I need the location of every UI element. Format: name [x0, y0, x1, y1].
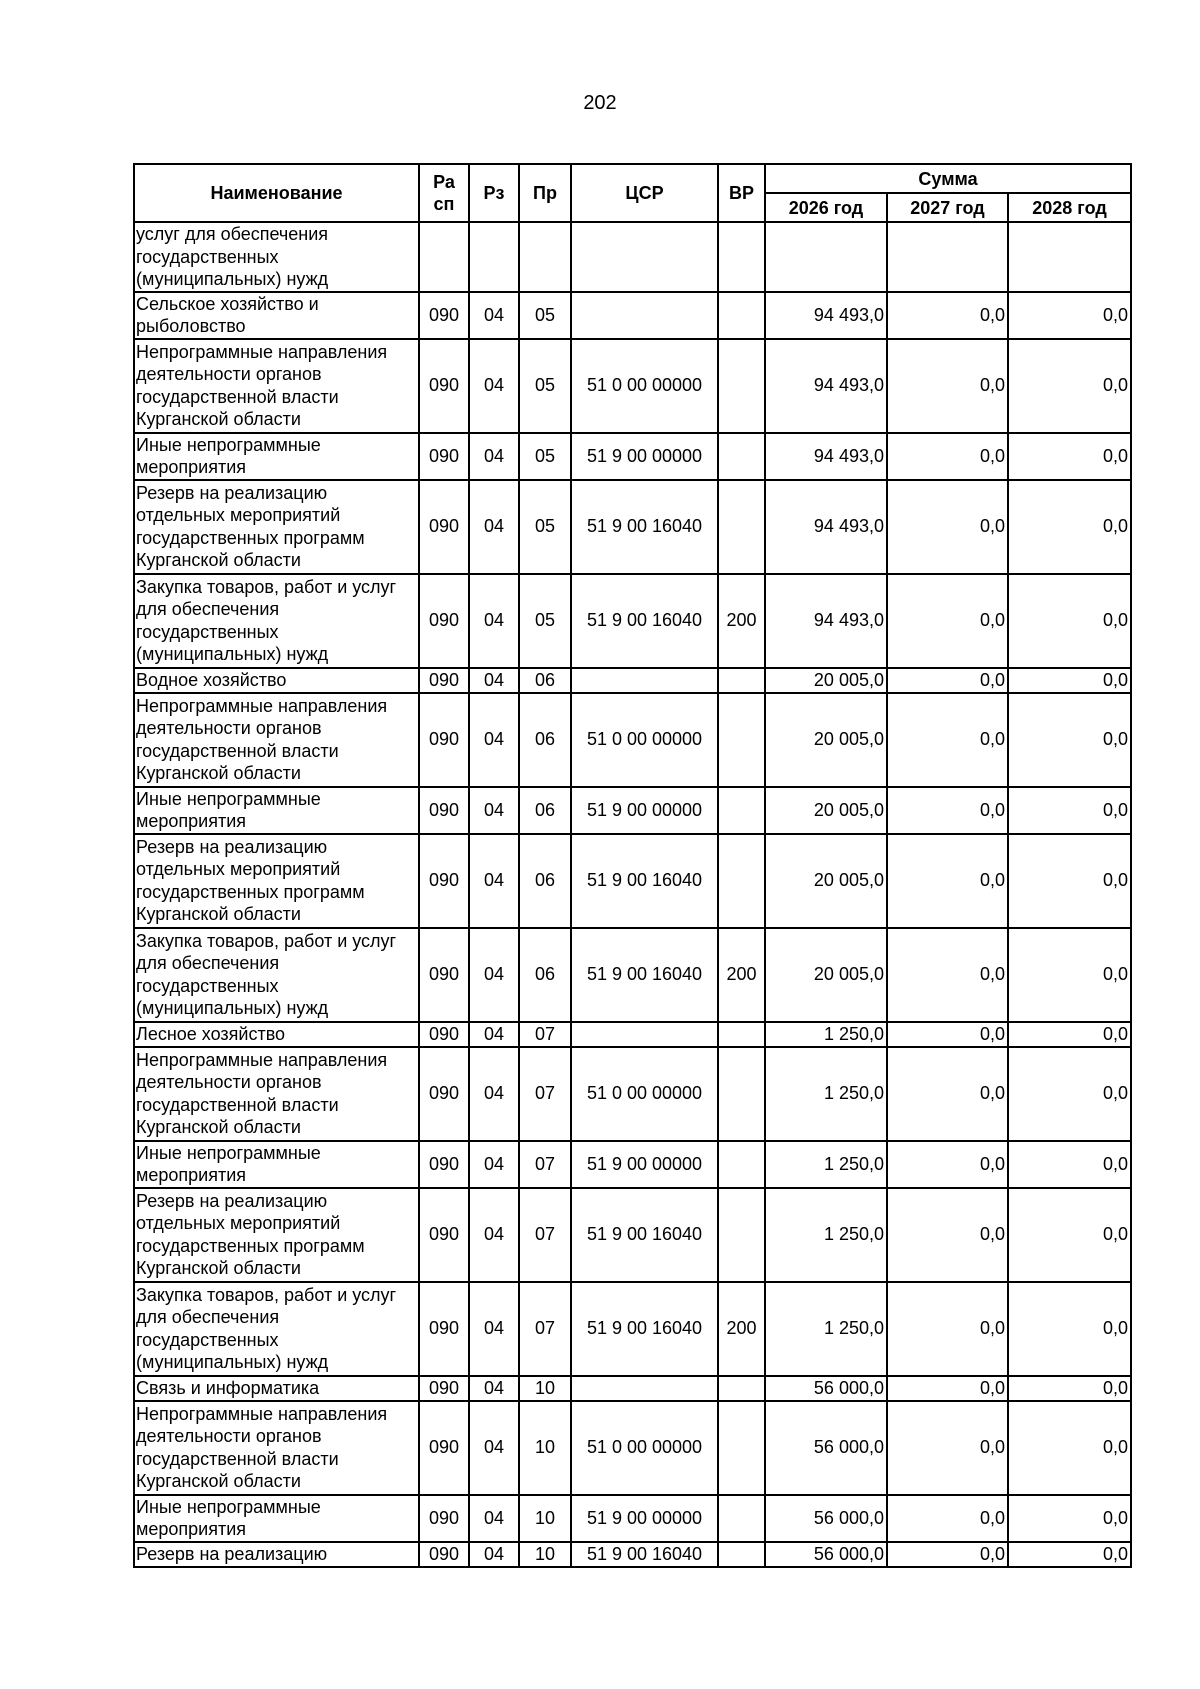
cell-name: Иные непрограммные мероприятия: [134, 787, 419, 834]
cell-pr: 06: [519, 787, 571, 834]
header-pr: Пр: [519, 164, 571, 222]
cell-csr: [571, 1022, 718, 1047]
cell-amount-2026: 20 005,0: [765, 668, 887, 693]
cell-csr: 51 9 00 00000: [571, 1495, 718, 1542]
cell-pr: 10: [519, 1542, 571, 1567]
cell-rasp: 090: [419, 787, 469, 834]
cell-rz: 04: [469, 1047, 519, 1141]
cell-rz: 04: [469, 1495, 519, 1542]
cell-rz: 04: [469, 787, 519, 834]
cell-amount-2027: 0,0: [887, 1188, 1008, 1282]
cell-rasp: 090: [419, 433, 469, 480]
cell-csr: 51 0 00 00000: [571, 693, 718, 787]
cell-amount-2026: 56 000,0: [765, 1542, 887, 1567]
cell-csr: 51 9 00 00000: [571, 433, 718, 480]
table-row: [134, 668, 1131, 693]
cell-vr: [718, 1401, 765, 1495]
cell-vr: [718, 1495, 765, 1542]
cell-amount-2026: 20 005,0: [765, 834, 887, 928]
cell-amount-2028: [1008, 222, 1131, 292]
cell-amount-2026: 56 000,0: [765, 1376, 887, 1401]
cell-csr: 51 9 00 16040: [571, 1542, 718, 1567]
cell-amount-2028: 0,0: [1008, 693, 1131, 787]
budget-table: [133, 163, 1132, 1568]
cell-amount-2026: 94 493,0: [765, 574, 887, 668]
cell-amount-2026: 20 005,0: [765, 787, 887, 834]
cell-rasp: 090: [419, 1047, 469, 1141]
cell-vr: [718, 480, 765, 574]
cell-name: Закупка товаров, работ и услуг для обеспечения государственных (муниципальных) нужд: [134, 928, 419, 1022]
cell-amount-2028: 0,0: [1008, 1401, 1131, 1495]
cell-amount-2028: 0,0: [1008, 1047, 1131, 1141]
cell-pr: 05: [519, 292, 571, 339]
cell-pr: 05: [519, 339, 571, 433]
cell-vr: 200: [718, 1282, 765, 1376]
cell-name: Закупка товаров, работ и услуг для обеспечения государственных (муниципальных) нужд: [134, 574, 419, 668]
cell-amount-2028: 0,0: [1008, 1282, 1131, 1376]
cell-amount-2028: 0,0: [1008, 928, 1131, 1022]
cell-pr: 10: [519, 1376, 571, 1401]
header-sum: Сумма: [765, 164, 1131, 193]
cell-rz: 04: [469, 339, 519, 433]
cell-vr: [718, 1188, 765, 1282]
cell-amount-2026: 56 000,0: [765, 1495, 887, 1542]
cell-amount-2026: 94 493,0: [765, 292, 887, 339]
cell-amount-2027: 0,0: [887, 1141, 1008, 1188]
table-row: [134, 1376, 1131, 1401]
cell-rz: 04: [469, 1188, 519, 1282]
cell-amount-2027: 0,0: [887, 339, 1008, 433]
cell-amount-2026: 56 000,0: [765, 1401, 887, 1495]
cell-rasp: 090: [419, 1141, 469, 1188]
cell-rasp: 090: [419, 1542, 469, 1567]
cell-vr: [718, 292, 765, 339]
cell-rasp: 090: [419, 339, 469, 433]
cell-rz: 04: [469, 1022, 519, 1047]
cell-vr: [718, 787, 765, 834]
cell-vr: [718, 339, 765, 433]
cell-name: Водное хозяйство: [134, 668, 419, 693]
cell-rasp: 090: [419, 834, 469, 928]
cell-csr: 51 9 00 00000: [571, 787, 718, 834]
cell-vr: [718, 1022, 765, 1047]
cell-name: Иные непрограммные мероприятия: [134, 433, 419, 480]
table-row: [134, 787, 1131, 834]
cell-rasp: 090: [419, 668, 469, 693]
cell-amount-2026: 94 493,0: [765, 433, 887, 480]
cell-vr: 200: [718, 574, 765, 668]
table-row: [134, 574, 1131, 668]
cell-csr: [571, 222, 718, 292]
cell-amount-2027: 0,0: [887, 1282, 1008, 1376]
cell-pr: 07: [519, 1188, 571, 1282]
cell-rasp: 090: [419, 292, 469, 339]
cell-amount-2028: 0,0: [1008, 574, 1131, 668]
table-body: [134, 222, 1131, 1567]
cell-name: Закупка товаров, работ и услуг для обеспечения государственных (муниципальных) нужд: [134, 1282, 419, 1376]
cell-name: Непрограммные направления деятельности органов государственной власти Курганской области: [134, 693, 419, 787]
cell-amount-2027: 0,0: [887, 1047, 1008, 1141]
cell-amount-2026: [765, 222, 887, 292]
header-rasp: Ра сп: [419, 164, 469, 222]
header-csr: ЦСР: [571, 164, 718, 222]
table-row: [134, 222, 1131, 292]
table-row: [134, 1188, 1131, 1282]
cell-amount-2028: 0,0: [1008, 1495, 1131, 1542]
table-row: [134, 834, 1131, 928]
cell-amount-2027: 0,0: [887, 668, 1008, 693]
cell-amount-2027: 0,0: [887, 1022, 1008, 1047]
cell-rasp: 090: [419, 928, 469, 1022]
cell-vr: [718, 1542, 765, 1567]
cell-vr: [718, 1141, 765, 1188]
budget-table-wrapper: [133, 163, 1132, 1568]
cell-csr: [571, 1376, 718, 1401]
cell-amount-2026: 1 250,0: [765, 1188, 887, 1282]
cell-rz: 04: [469, 668, 519, 693]
cell-csr: 51 9 00 16040: [571, 480, 718, 574]
cell-csr: 51 0 00 00000: [571, 1401, 718, 1495]
cell-amount-2027: 0,0: [887, 574, 1008, 668]
cell-csr: [571, 668, 718, 693]
cell-rasp: 090: [419, 1022, 469, 1047]
cell-csr: 51 9 00 16040: [571, 834, 718, 928]
cell-amount-2028: 0,0: [1008, 433, 1131, 480]
cell-pr: 07: [519, 1282, 571, 1376]
cell-vr: [718, 668, 765, 693]
table-row: [134, 1047, 1131, 1141]
cell-amount-2027: 0,0: [887, 1401, 1008, 1495]
table-row: [134, 1542, 1131, 1567]
cell-rz: 04: [469, 433, 519, 480]
cell-name: Непрограммные направления деятельности органов государственной власти Курганской области: [134, 339, 419, 433]
cell-amount-2027: 0,0: [887, 433, 1008, 480]
table-row: [134, 1495, 1131, 1542]
cell-pr: 05: [519, 480, 571, 574]
cell-amount-2028: 0,0: [1008, 834, 1131, 928]
cell-rasp: 090: [419, 1282, 469, 1376]
cell-amount-2028: 0,0: [1008, 339, 1131, 433]
cell-rz: 04: [469, 480, 519, 574]
table-row: [134, 1401, 1131, 1495]
cell-name: Сельское хозяйство и рыболовство: [134, 292, 419, 339]
table-row: [134, 1141, 1131, 1188]
cell-amount-2028: 0,0: [1008, 1188, 1131, 1282]
cell-rz: 04: [469, 928, 519, 1022]
cell-vr: [718, 1047, 765, 1141]
cell-amount-2028: 0,0: [1008, 1022, 1131, 1047]
header-year-2027: 2027 год: [887, 193, 1008, 222]
cell-amount-2026: 1 250,0: [765, 1047, 887, 1141]
cell-pr: 06: [519, 834, 571, 928]
cell-amount-2027: [887, 222, 1008, 292]
cell-rz: 04: [469, 1401, 519, 1495]
table-row: [134, 928, 1131, 1022]
cell-rz: 04: [469, 1542, 519, 1567]
cell-csr: [571, 292, 718, 339]
cell-amount-2028: 0,0: [1008, 1542, 1131, 1567]
cell-name: Непрограммные направления деятельности органов государственной власти Курганской области: [134, 1401, 419, 1495]
cell-name: Лесное хозяйство: [134, 1022, 419, 1047]
cell-amount-2028: 0,0: [1008, 1376, 1131, 1401]
cell-amount-2028: 0,0: [1008, 292, 1131, 339]
cell-pr: 10: [519, 1495, 571, 1542]
cell-rasp: 090: [419, 480, 469, 574]
cell-rasp: 090: [419, 1376, 469, 1401]
cell-name: Резерв на реализацию отдельных мероприятий государственных программ Курганской области: [134, 480, 419, 574]
cell-amount-2028: 0,0: [1008, 668, 1131, 693]
cell-rz: [469, 222, 519, 292]
cell-amount-2026: 94 493,0: [765, 480, 887, 574]
cell-rasp: 090: [419, 1495, 469, 1542]
cell-csr: 51 9 00 16040: [571, 928, 718, 1022]
cell-pr: 05: [519, 574, 571, 668]
cell-amount-2026: 1 250,0: [765, 1141, 887, 1188]
table-row: [134, 1282, 1131, 1376]
cell-vr: 200: [718, 928, 765, 1022]
cell-amount-2027: 0,0: [887, 1495, 1008, 1542]
table-row: [134, 339, 1131, 433]
cell-amount-2027: 0,0: [887, 480, 1008, 574]
cell-amount-2028: 0,0: [1008, 787, 1131, 834]
cell-pr: [519, 222, 571, 292]
cell-name: Непрограммные направления деятельности органов государственной власти Курганской области: [134, 1047, 419, 1141]
header-year-2026: 2026 год: [765, 193, 887, 222]
cell-amount-2027: 0,0: [887, 292, 1008, 339]
cell-rasp: 090: [419, 1188, 469, 1282]
cell-pr: 10: [519, 1401, 571, 1495]
table-row: [134, 480, 1131, 574]
cell-rz: 04: [469, 693, 519, 787]
cell-rz: 04: [469, 1141, 519, 1188]
header-year-2028: 2028 год: [1008, 193, 1131, 222]
table-row: [134, 1022, 1131, 1047]
cell-amount-2027: 0,0: [887, 787, 1008, 834]
cell-rasp: 090: [419, 1401, 469, 1495]
cell-amount-2027: 0,0: [887, 1542, 1008, 1567]
cell-rz: 04: [469, 1376, 519, 1401]
cell-amount-2027: 0,0: [887, 928, 1008, 1022]
cell-amount-2026: 20 005,0: [765, 928, 887, 1022]
table-row: [134, 292, 1131, 339]
cell-csr: 51 0 00 00000: [571, 1047, 718, 1141]
cell-pr: 06: [519, 928, 571, 1022]
cell-amount-2026: 94 493,0: [765, 339, 887, 433]
cell-amount-2027: 0,0: [887, 693, 1008, 787]
cell-csr: 51 9 00 16040: [571, 574, 718, 668]
header-name: Наименование: [134, 164, 419, 222]
cell-pr: 07: [519, 1022, 571, 1047]
cell-name: Резерв на реализацию отдельных мероприятий государственных программ Курганской области: [134, 1188, 419, 1282]
cell-rz: 04: [469, 574, 519, 668]
cell-name: Иные непрограммные мероприятия: [134, 1141, 419, 1188]
cell-pr: 07: [519, 1141, 571, 1188]
cell-pr: 06: [519, 693, 571, 787]
cell-pr: 07: [519, 1047, 571, 1141]
table-row: [134, 433, 1131, 480]
cell-amount-2026: 20 005,0: [765, 693, 887, 787]
header-vr: ВР: [718, 164, 765, 222]
cell-amount-2028: 0,0: [1008, 480, 1131, 574]
cell-name: Резерв на реализацию: [134, 1542, 419, 1567]
cell-rasp: 090: [419, 574, 469, 668]
cell-rasp: 090: [419, 693, 469, 787]
cell-csr: 51 9 00 16040: [571, 1282, 718, 1376]
cell-rz: 04: [469, 292, 519, 339]
cell-amount-2027: 0,0: [887, 834, 1008, 928]
page-number: 202: [583, 92, 617, 114]
cell-vr: [718, 1376, 765, 1401]
cell-vr: [718, 222, 765, 292]
header-rz: Рз: [469, 164, 519, 222]
cell-name: Иные непрограммные мероприятия: [134, 1495, 419, 1542]
cell-csr: 51 9 00 00000: [571, 1141, 718, 1188]
cell-amount-2026: 1 250,0: [765, 1022, 887, 1047]
cell-name: Связь и информатика: [134, 1376, 419, 1401]
cell-rz: 04: [469, 834, 519, 928]
cell-name: Резерв на реализацию отдельных мероприятий государственных программ Курганской области: [134, 834, 419, 928]
cell-amount-2028: 0,0: [1008, 1141, 1131, 1188]
cell-amount-2027: 0,0: [887, 1376, 1008, 1401]
cell-rz: 04: [469, 1282, 519, 1376]
cell-vr: [718, 433, 765, 480]
cell-csr: 51 9 00 16040: [571, 1188, 718, 1282]
cell-pr: 06: [519, 668, 571, 693]
cell-csr: 51 0 00 00000: [571, 339, 718, 433]
cell-vr: [718, 834, 765, 928]
cell-amount-2026: 1 250,0: [765, 1282, 887, 1376]
cell-name: услуг для обеспечения государственных (муниципальных) нужд: [134, 222, 419, 292]
cell-vr: [718, 693, 765, 787]
table-row: [134, 693, 1131, 787]
cell-pr: 05: [519, 433, 571, 480]
cell-rasp: [419, 222, 469, 292]
